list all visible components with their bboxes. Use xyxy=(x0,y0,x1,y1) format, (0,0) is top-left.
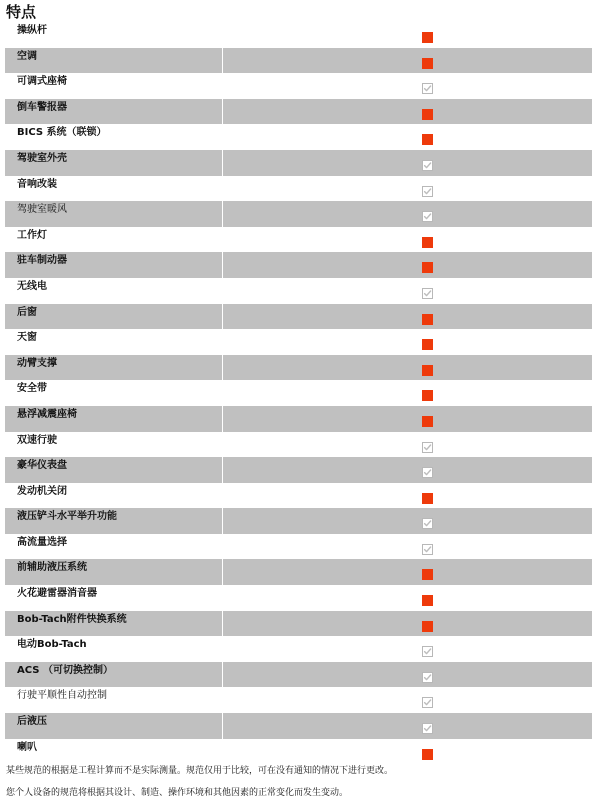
feature-label: 喇叭 xyxy=(17,741,37,753)
column-divider xyxy=(222,355,223,381)
feature-label: 行驶平顺性自动控制 xyxy=(17,690,107,702)
checkbox-check-icon xyxy=(422,544,433,555)
column-divider xyxy=(222,662,223,688)
feature-row xyxy=(5,355,592,381)
feature-label: 后窗 xyxy=(17,306,37,318)
feature-label: 音响改装 xyxy=(17,178,57,190)
feature-row xyxy=(5,534,592,560)
filled-square-icon xyxy=(422,595,433,606)
feature-label: 倒车警报器 xyxy=(17,101,67,113)
column-divider xyxy=(222,508,223,534)
column-divider xyxy=(222,559,223,585)
column-divider xyxy=(222,713,223,739)
filled-square-icon xyxy=(422,493,433,504)
filled-square-icon xyxy=(422,237,433,248)
checkbox-check-icon xyxy=(422,646,433,657)
filled-square-icon xyxy=(422,262,433,273)
feature-label: 动臂支撑 xyxy=(17,357,57,369)
column-divider xyxy=(222,457,223,483)
feature-label: 火花避雷器消音器 xyxy=(17,588,97,600)
feature-row xyxy=(5,150,592,176)
feature-label: 豪华仪表盘 xyxy=(17,460,67,472)
feature-label: 后液压 xyxy=(17,716,47,728)
feature-row xyxy=(5,252,592,278)
footnote-engineering: 某些规范的根据是工程计算而不是实际测量。规范仅用于比较，可在没有通知的情况下进行更改。 xyxy=(6,766,394,776)
filled-square-icon xyxy=(422,314,433,325)
feature-row xyxy=(5,662,592,688)
feature-row xyxy=(5,304,592,330)
feature-row xyxy=(5,585,592,611)
feature-label: 工作灯 xyxy=(17,229,47,241)
footnote-variation: 您个人设备的规范将根据其设计、制造、操作环境和其他因素的正常变化而发生变动。 xyxy=(6,788,349,798)
feature-row xyxy=(5,73,592,99)
feature-label: BICS 系统（联锁） xyxy=(17,127,107,139)
feature-label: ACS （可切换控制） xyxy=(17,664,113,676)
filled-square-icon xyxy=(422,365,433,376)
feature-row xyxy=(5,457,592,483)
feature-label: Bob-Tach附件快换系统 xyxy=(17,613,127,625)
column-divider xyxy=(222,48,223,74)
feature-label: 安全带 xyxy=(17,383,47,395)
feature-label: 高流量选择 xyxy=(17,536,67,548)
feature-row xyxy=(5,559,592,585)
feature-label: 悬浮减震座椅 xyxy=(17,408,77,420)
checkbox-check-icon xyxy=(422,160,433,171)
feature-row xyxy=(5,611,592,637)
filled-square-icon xyxy=(422,416,433,427)
feature-row xyxy=(5,687,592,713)
column-divider xyxy=(222,406,223,432)
feature-label: 前辅助液压系统 xyxy=(17,562,87,574)
feature-row xyxy=(5,124,592,150)
feature-label: 液压铲斗水平举升功能 xyxy=(17,511,117,523)
filled-square-icon xyxy=(422,390,433,401)
feature-row xyxy=(5,48,592,74)
column-divider xyxy=(222,99,223,125)
checkbox-check-icon xyxy=(422,467,433,478)
feature-label: 天窗 xyxy=(17,332,37,344)
column-divider xyxy=(222,150,223,176)
feature-row xyxy=(5,278,592,304)
page-title: 特点 xyxy=(6,3,37,21)
checkbox-check-icon xyxy=(422,723,433,734)
filled-square-icon xyxy=(422,569,433,580)
feature-label: 驻车制动器 xyxy=(17,255,67,267)
feature-label: 发动机关闭 xyxy=(17,485,67,497)
checkbox-check-icon xyxy=(422,186,433,197)
feature-row xyxy=(5,176,592,202)
feature-row xyxy=(5,201,592,227)
feature-row xyxy=(5,508,592,534)
feature-label: 可调式座椅 xyxy=(17,76,67,88)
filled-square-icon xyxy=(422,339,433,350)
filled-square-icon xyxy=(422,134,433,145)
feature-row xyxy=(5,227,592,253)
filled-square-icon xyxy=(422,32,433,43)
feature-row xyxy=(5,713,592,739)
column-divider xyxy=(222,611,223,637)
feature-row xyxy=(5,99,592,125)
feature-row xyxy=(5,483,592,509)
checkbox-check-icon xyxy=(422,672,433,683)
feature-label: 操纵杆 xyxy=(17,25,47,36)
filled-square-icon xyxy=(422,749,433,760)
column-divider xyxy=(222,201,223,227)
feature-row xyxy=(5,636,592,662)
checkbox-check-icon xyxy=(422,288,433,299)
feature-row xyxy=(5,22,592,48)
feature-row xyxy=(5,739,592,765)
feature-label: 空调 xyxy=(17,50,37,62)
feature-row xyxy=(5,406,592,432)
filled-square-icon xyxy=(422,109,433,120)
feature-label: 无线电 xyxy=(17,280,47,292)
checkbox-check-icon xyxy=(422,518,433,529)
feature-label: 双速行驶 xyxy=(17,434,57,446)
checkbox-check-icon xyxy=(422,442,433,453)
column-divider xyxy=(222,252,223,278)
feature-row xyxy=(5,432,592,458)
feature-label: 驾驶室外壳 xyxy=(17,152,67,164)
feature-label: 电动Bob-Tach xyxy=(17,639,87,651)
checkbox-check-icon xyxy=(422,83,433,94)
feature-row xyxy=(5,329,592,355)
checkbox-check-icon xyxy=(422,211,433,222)
column-divider xyxy=(222,304,223,330)
checkbox-check-icon xyxy=(422,697,433,708)
feature-table xyxy=(5,22,592,764)
filled-square-icon xyxy=(422,621,433,632)
feature-row xyxy=(5,380,592,406)
feature-label: 驾驶室暖风 xyxy=(17,204,67,216)
filled-square-icon xyxy=(422,58,433,69)
